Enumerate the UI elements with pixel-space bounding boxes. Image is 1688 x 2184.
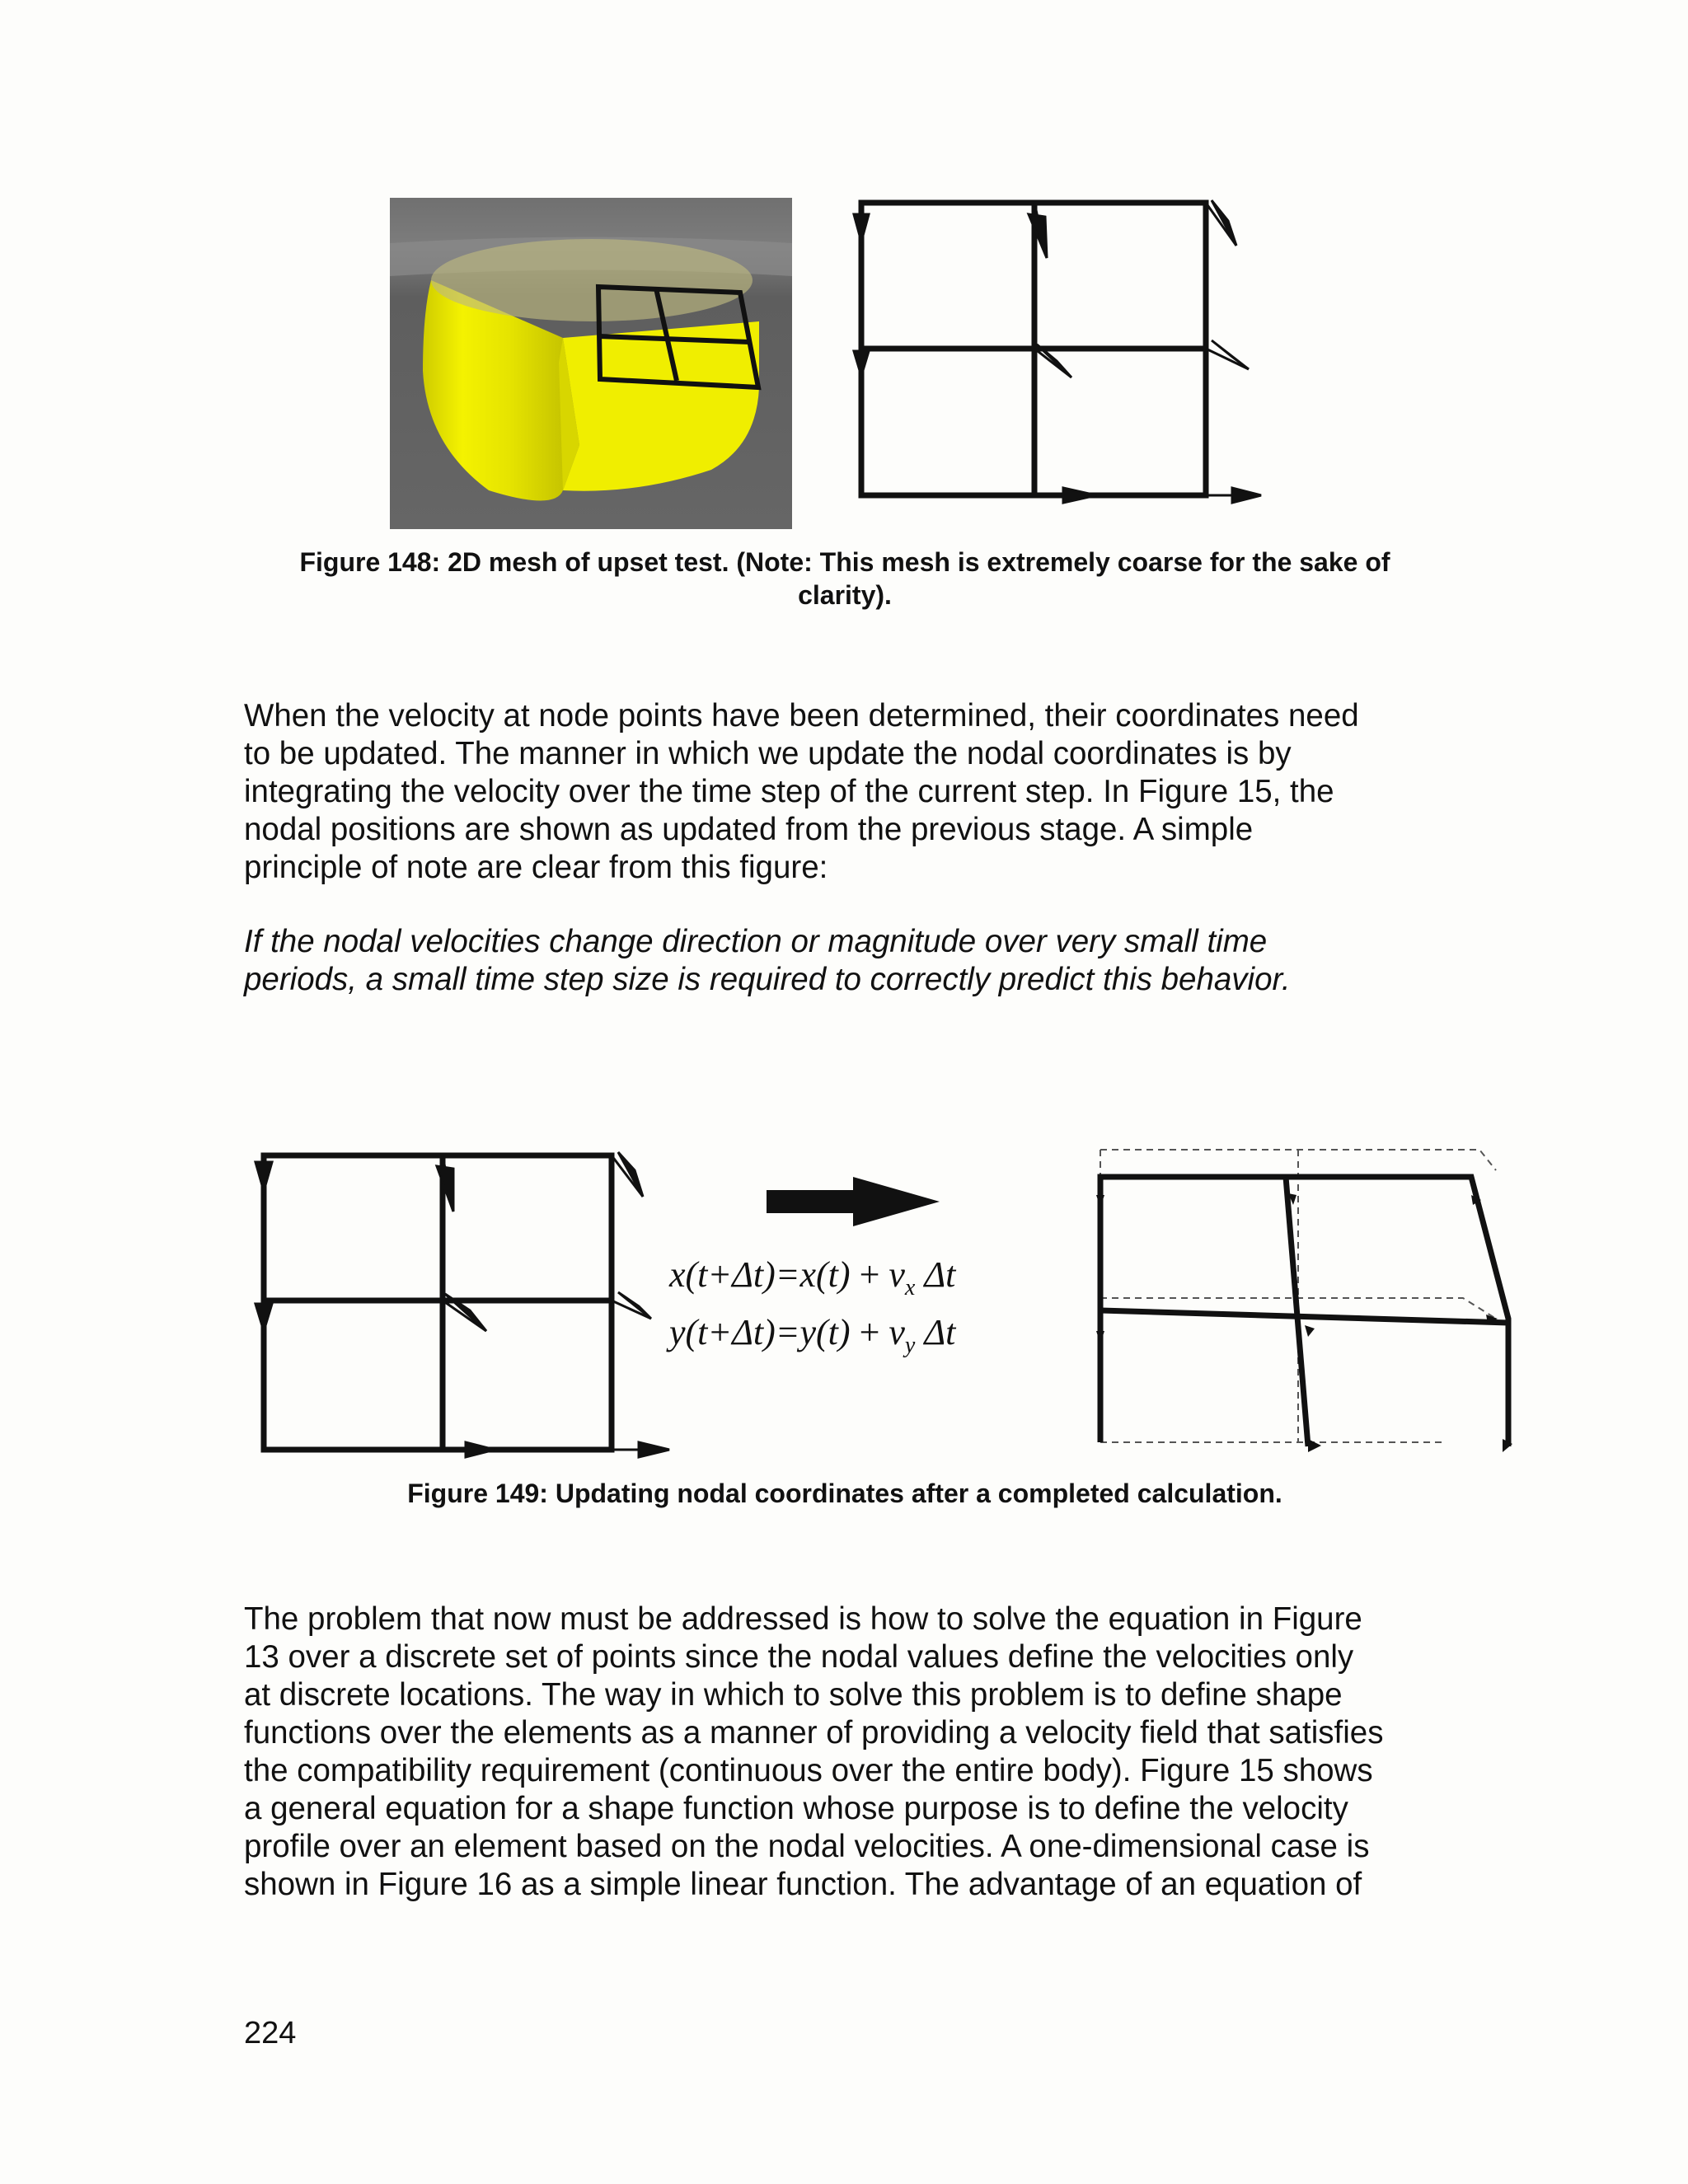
equation-x-plus: +	[859, 1254, 880, 1295]
figure-148	[387, 196, 1278, 530]
principle-statement	[244, 923, 1464, 999]
equation-x-dt: Δt	[924, 1254, 956, 1295]
arrow-right-icon	[767, 1177, 948, 1226]
coarse-mesh-velocity-diagram	[816, 196, 1278, 530]
paragraph-line: integrating the velocity over the time step of the current step. In Figure 15, the	[244, 774, 1334, 809]
paragraph-line: shown in Figure 16 as a simple linear function. The advantage of an equation of	[244, 1867, 1362, 1902]
equation-y-plus: +	[859, 1311, 880, 1352]
figure-148-caption-line-2: clarity).	[798, 580, 892, 610]
paragraph-line: a general equation for a shape function whose purpose is to define the velocity	[244, 1791, 1348, 1826]
equation-x-lhs: x(t+Δt)=x(t)	[669, 1254, 851, 1295]
principle-line: periods, a small time step size is required to correctly predict this behavior.	[244, 962, 1291, 997]
figure-148-caption-line-1: Figure 148: 2D mesh of upset test. (Note: This mesh is extremely coarse for the sake of	[299, 547, 1390, 577]
paragraph-line: nodal positions are shown as updated from the previous stage. A simple	[244, 812, 1254, 847]
equation-y-lhs: y(t+Δt)=y(t)	[669, 1311, 851, 1352]
paragraph-line: the compatibility requirement (continuous over the entire body). Figure 15 shows	[244, 1753, 1373, 1788]
equation-y-velocity: v	[889, 1311, 905, 1352]
paragraph-line: functions over the elements as a manner of providing a velocity field that satisfies	[244, 1715, 1384, 1750]
principle-line: If the nodal velocities change direction or magnitude over very small time	[244, 924, 1268, 959]
equation-y-subscript: y	[904, 1332, 916, 1358]
paragraph-shape-functions	[244, 1601, 1464, 1904]
paragraph-line: The problem that now must be addressed is how to solve the equation in Figure	[244, 1601, 1362, 1637]
figure-149-caption: Figure 149: Updating nodal coordinates after a completed calculation.	[407, 1479, 1282, 1508]
figure-148-caption	[165, 546, 1525, 612]
paragraph-line: When the velocity at node points have been determined, their coordinates need	[244, 698, 1359, 733]
paragraph-line: principle of note are clear from this figure:	[244, 850, 828, 885]
paragraph-line: 13 over a discrete set of points since the nodal values define the velocities only	[244, 1639, 1354, 1675]
paragraph-nodal-update	[244, 697, 1464, 887]
paragraph-line: profile over an element based on the nodal velocities. A one-dimensional case is	[244, 1829, 1370, 1864]
equation-x-subscript: x	[904, 1274, 916, 1301]
mesh-after-update	[1092, 1146, 1537, 1475]
paragraph-line: at discrete locations. The way in which to solve this problem is to define shape	[244, 1677, 1343, 1713]
page-number: 224	[244, 2016, 297, 2050]
upset-test-3d-render	[390, 198, 792, 529]
equation-y-update	[669, 1310, 956, 1368]
paragraph-line: to be updated. The manner in which we update the nodal coordinates is by	[244, 736, 1292, 771]
equation-y-dt: Δt	[924, 1311, 956, 1352]
update-equations	[669, 1253, 956, 1368]
figure-149	[247, 1146, 1525, 1475]
mesh-before-update	[247, 1146, 676, 1475]
equation-x-update	[669, 1253, 956, 1310]
equation-x-velocity: v	[889, 1254, 905, 1295]
